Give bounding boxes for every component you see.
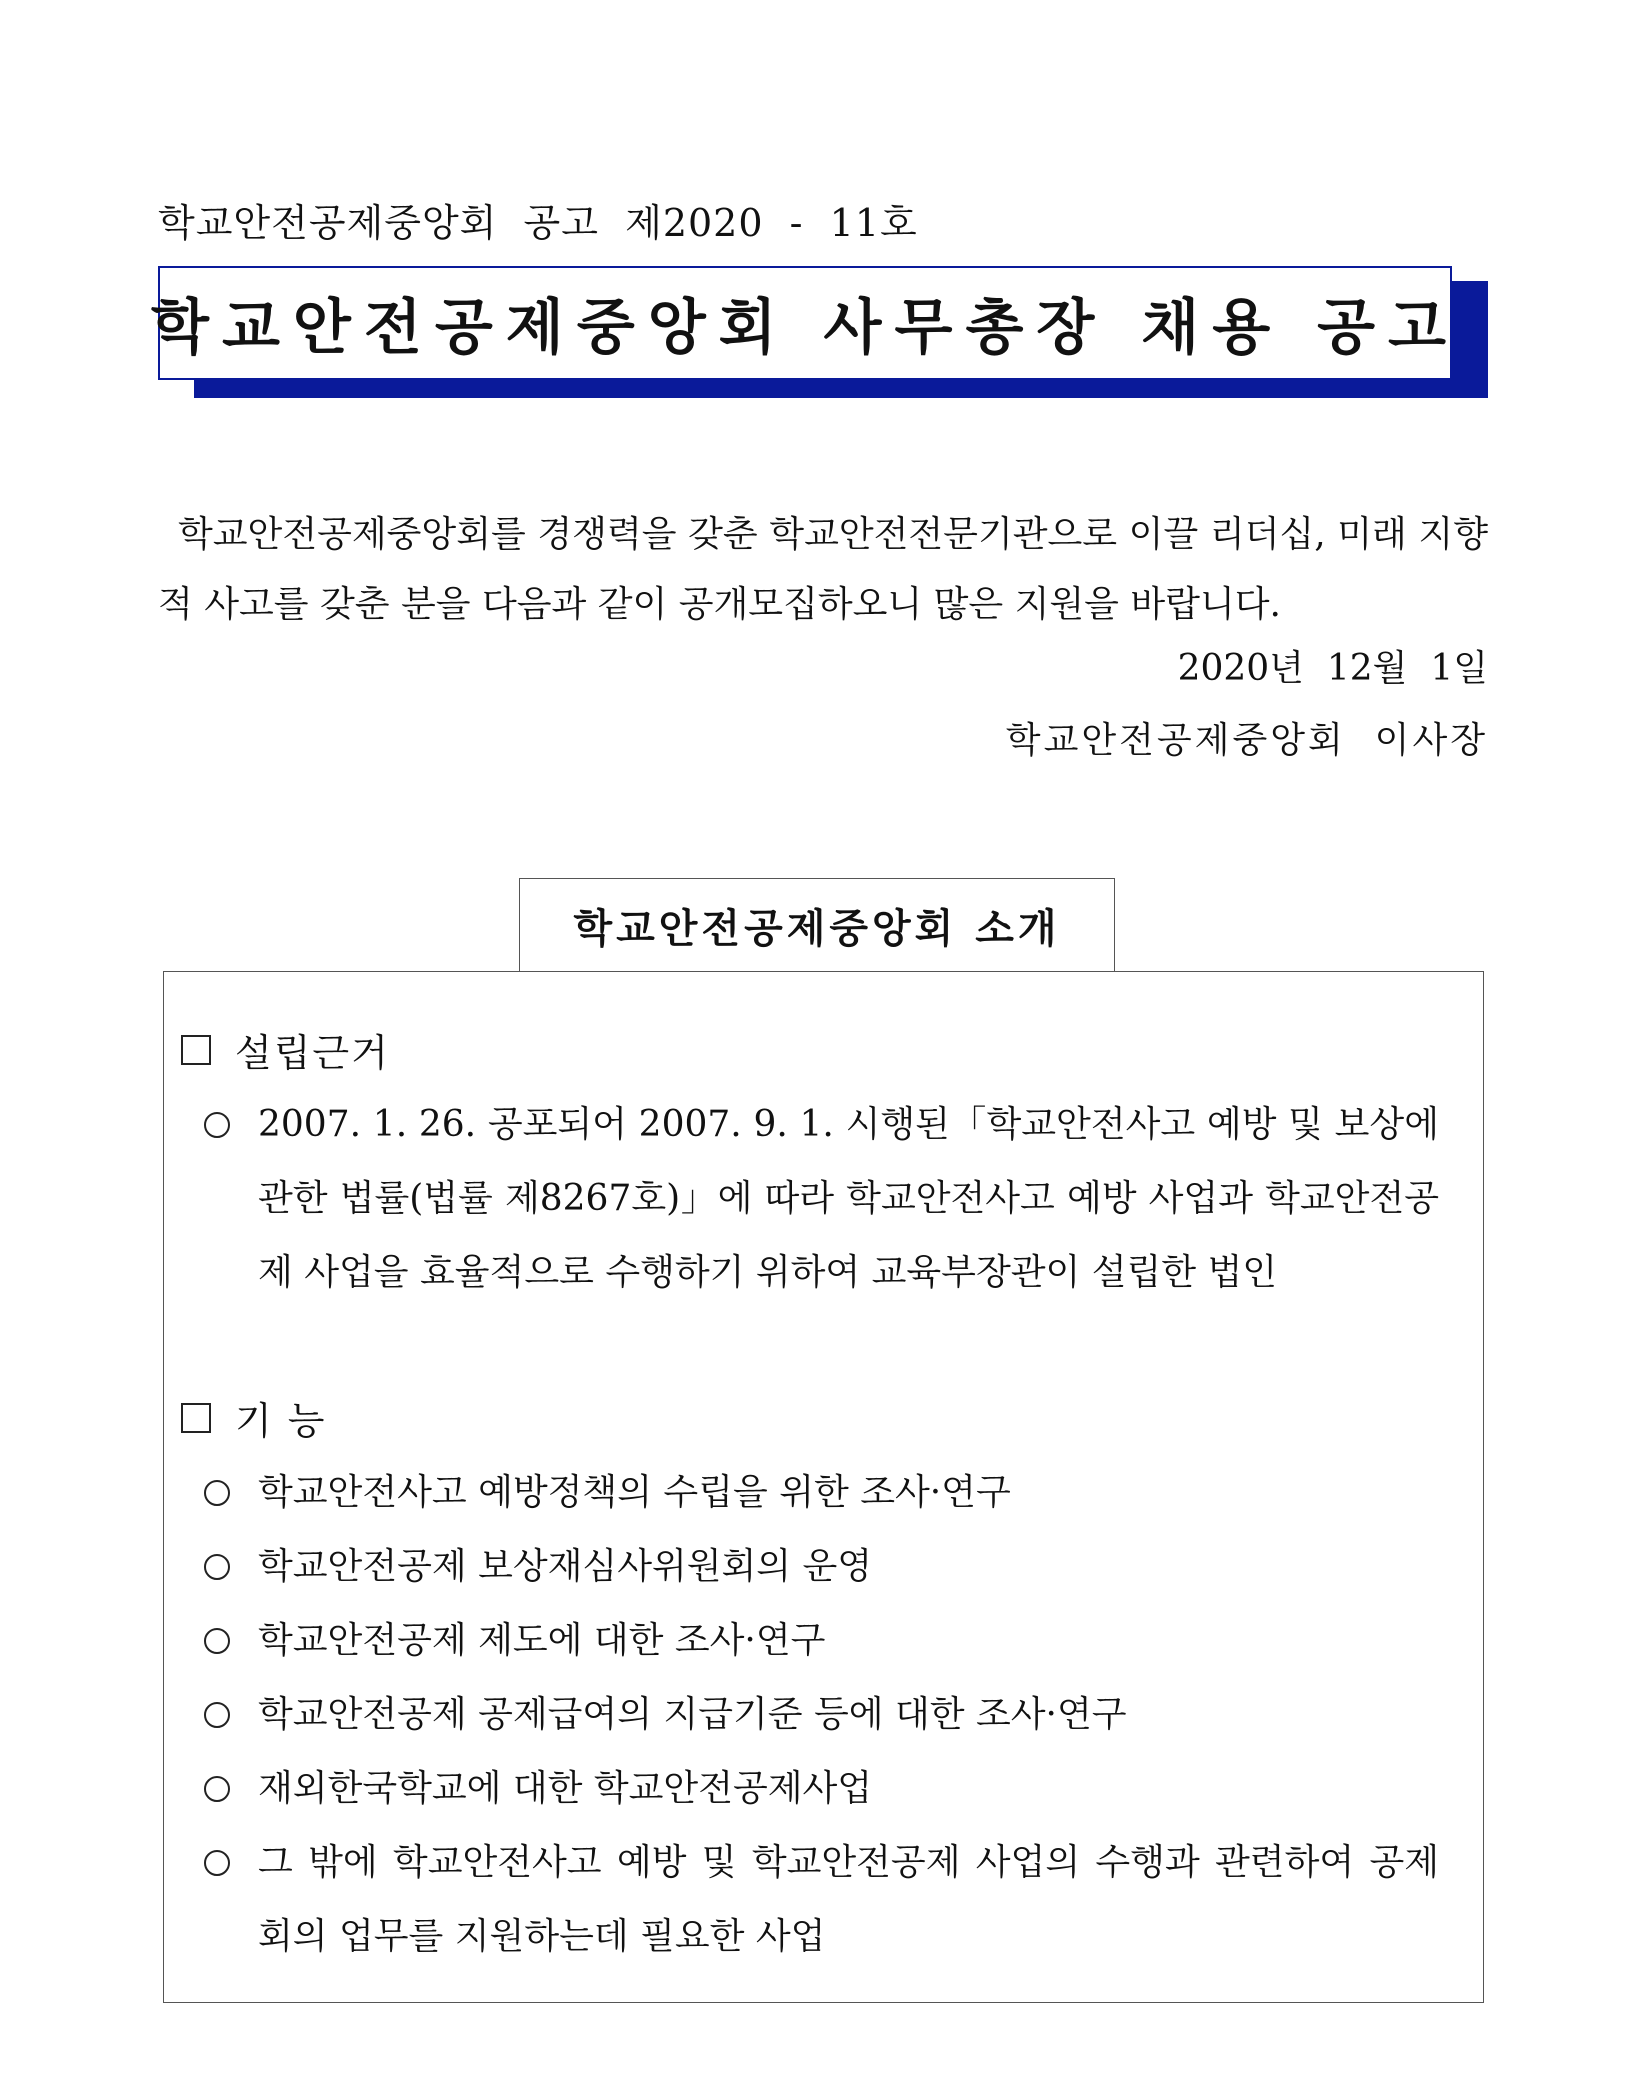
list-item-text: 학교안전공제 제도에 대한 조사·연구 <box>258 1620 826 1661</box>
introduction-tab <box>519 878 1115 972</box>
list-item <box>204 1530 1439 1604</box>
list-item-text: 학교안전사고 예방정책의 수립을 위한 조사·연구 <box>258 1472 1011 1513</box>
circle-bullet-icon <box>204 1850 230 1876</box>
list-item <box>204 1678 1439 1752</box>
list-item-text: 그 밖에 학교안전사고 예방 및 학교안전공제 사업의 수행과 관련하여 공제회의 업무를 지원하는데 필요한 사업 <box>258 1842 1439 1957</box>
circle-bullet-icon <box>204 1554 230 1580</box>
section-heading-establishment <box>181 1022 390 1077</box>
checkbox-square-icon <box>181 1035 211 1065</box>
list-item <box>204 1456 1439 1530</box>
intro-text: 학교안전공제중앙회를 경쟁력을 갖춘 학교안전전문기관으로 이끌 리더십, 미래 지향적 사고를 갖춘 분을 다음과 같이 공개모집하오니 많은 지원을 바랍니다. <box>158 514 1488 625</box>
section-heading-label: 기 능 <box>235 1399 327 1443</box>
circle-bullet-icon <box>204 1112 230 1138</box>
circle-bullet-icon <box>204 1702 230 1728</box>
page-title: 학교안전공제중앙회 사무총장 채용 공고 <box>151 293 1459 363</box>
circle-bullet-icon <box>204 1776 230 1802</box>
list-item <box>204 1752 1439 1826</box>
list-item-text: 학교안전공제 보상재심사위원회의 운영 <box>258 1546 873 1587</box>
title-box <box>151 266 1459 380</box>
circle-bullet-icon <box>204 1628 230 1654</box>
checkbox-square-icon <box>181 1403 211 1433</box>
notice-number: 학교안전공제중앙회 공고 제2020 - 11호 <box>158 201 918 245</box>
introduction-tab-title: 학교안전공제중앙회 소개 <box>573 906 1061 952</box>
section-heading-functions <box>181 1390 327 1445</box>
section-heading-label: 설립근거 <box>235 1031 390 1075</box>
list-item <box>204 1604 1439 1678</box>
list-item <box>204 1826 1439 1974</box>
notice-date: 2020년 12월 1일 <box>1177 648 1488 689</box>
list-item-text: 재외한국학교에 대한 학교안전공제사업 <box>258 1768 873 1809</box>
list-item-text: 학교안전공제 공제급여의 지급기준 등에 대한 조사·연구 <box>258 1694 1127 1735</box>
list-item <box>204 1088 1439 1310</box>
intro-paragraph <box>158 500 1488 640</box>
circle-bullet-icon <box>204 1480 230 1506</box>
introduction-box <box>163 971 1484 2003</box>
notice-issuer: 학교안전공제중앙회 이사장 <box>1005 720 1488 761</box>
list-item-text: 2007. 1. 26. 공포되어 2007. 9. 1. 시행된「학교안전사고 예방 및 보상에 관한 법률(법률 제8267호)」에 따라 학교안전사고 예방 사업과 학교안전공제 사업을 효율적으로 수행하기 위하여 교육부장관이 설립한 법인 <box>258 1104 1439 1293</box>
